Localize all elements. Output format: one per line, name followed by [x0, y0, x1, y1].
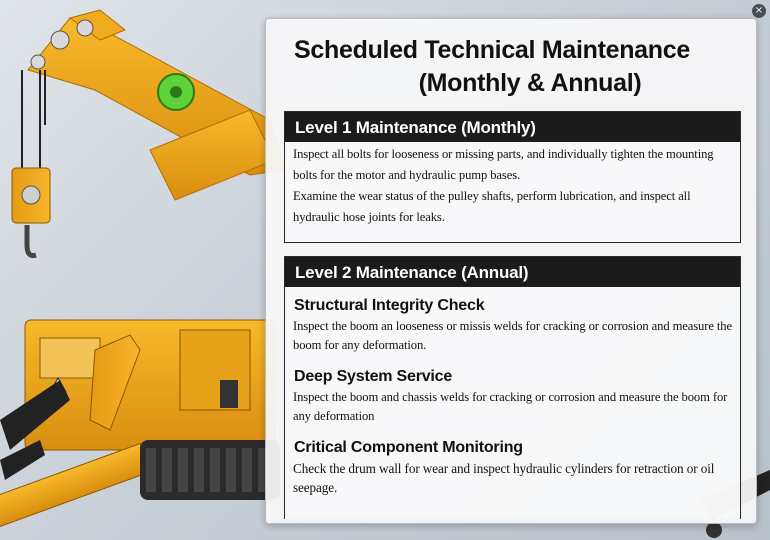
level1-header: Level 1 Maintenance (Monthly) — [285, 112, 740, 142]
structural-integrity-heading: Structural Integrity Check — [294, 297, 485, 314]
level1-paragraph-1: Inspect all bolts for looseness or missing parts, and individually tighten the mounting bolts for the motor and hydraulic pump bases. — [293, 147, 714, 182]
deep-system-service-heading: Deep System Service — [294, 368, 453, 385]
level1-section — [284, 111, 741, 243]
structural-integrity-text: Inspect the boom an looseness or missis welds for cracking or corrosion and measure the boom for any deformation. — [293, 319, 732, 352]
critical-component-text: Check the drum wall for wear and inspect hydraulic cylinders for retraction or oil seepage. — [293, 461, 715, 495]
critical-component-heading: Critical Component Monitoring — [294, 439, 523, 456]
close-icon[interactable]: × — [752, 4, 766, 18]
page-title: Scheduled Technical Maintenance — [294, 36, 690, 64]
deep-system-service-text: Inspect the boom and chassis welds for cracking or corrosion and measure the boom for any deformation — [293, 390, 728, 423]
level1-paragraph-2: Examine the wear status of the pulley shafts, perform lubrication, and inspect all hydraulic hose joints for leaks. — [293, 189, 691, 224]
level2-section — [284, 256, 741, 519]
page-subtitle: (Monthly & Annual) — [418, 69, 642, 97]
level2-header: Level 2 Maintenance (Annual) — [285, 257, 740, 287]
